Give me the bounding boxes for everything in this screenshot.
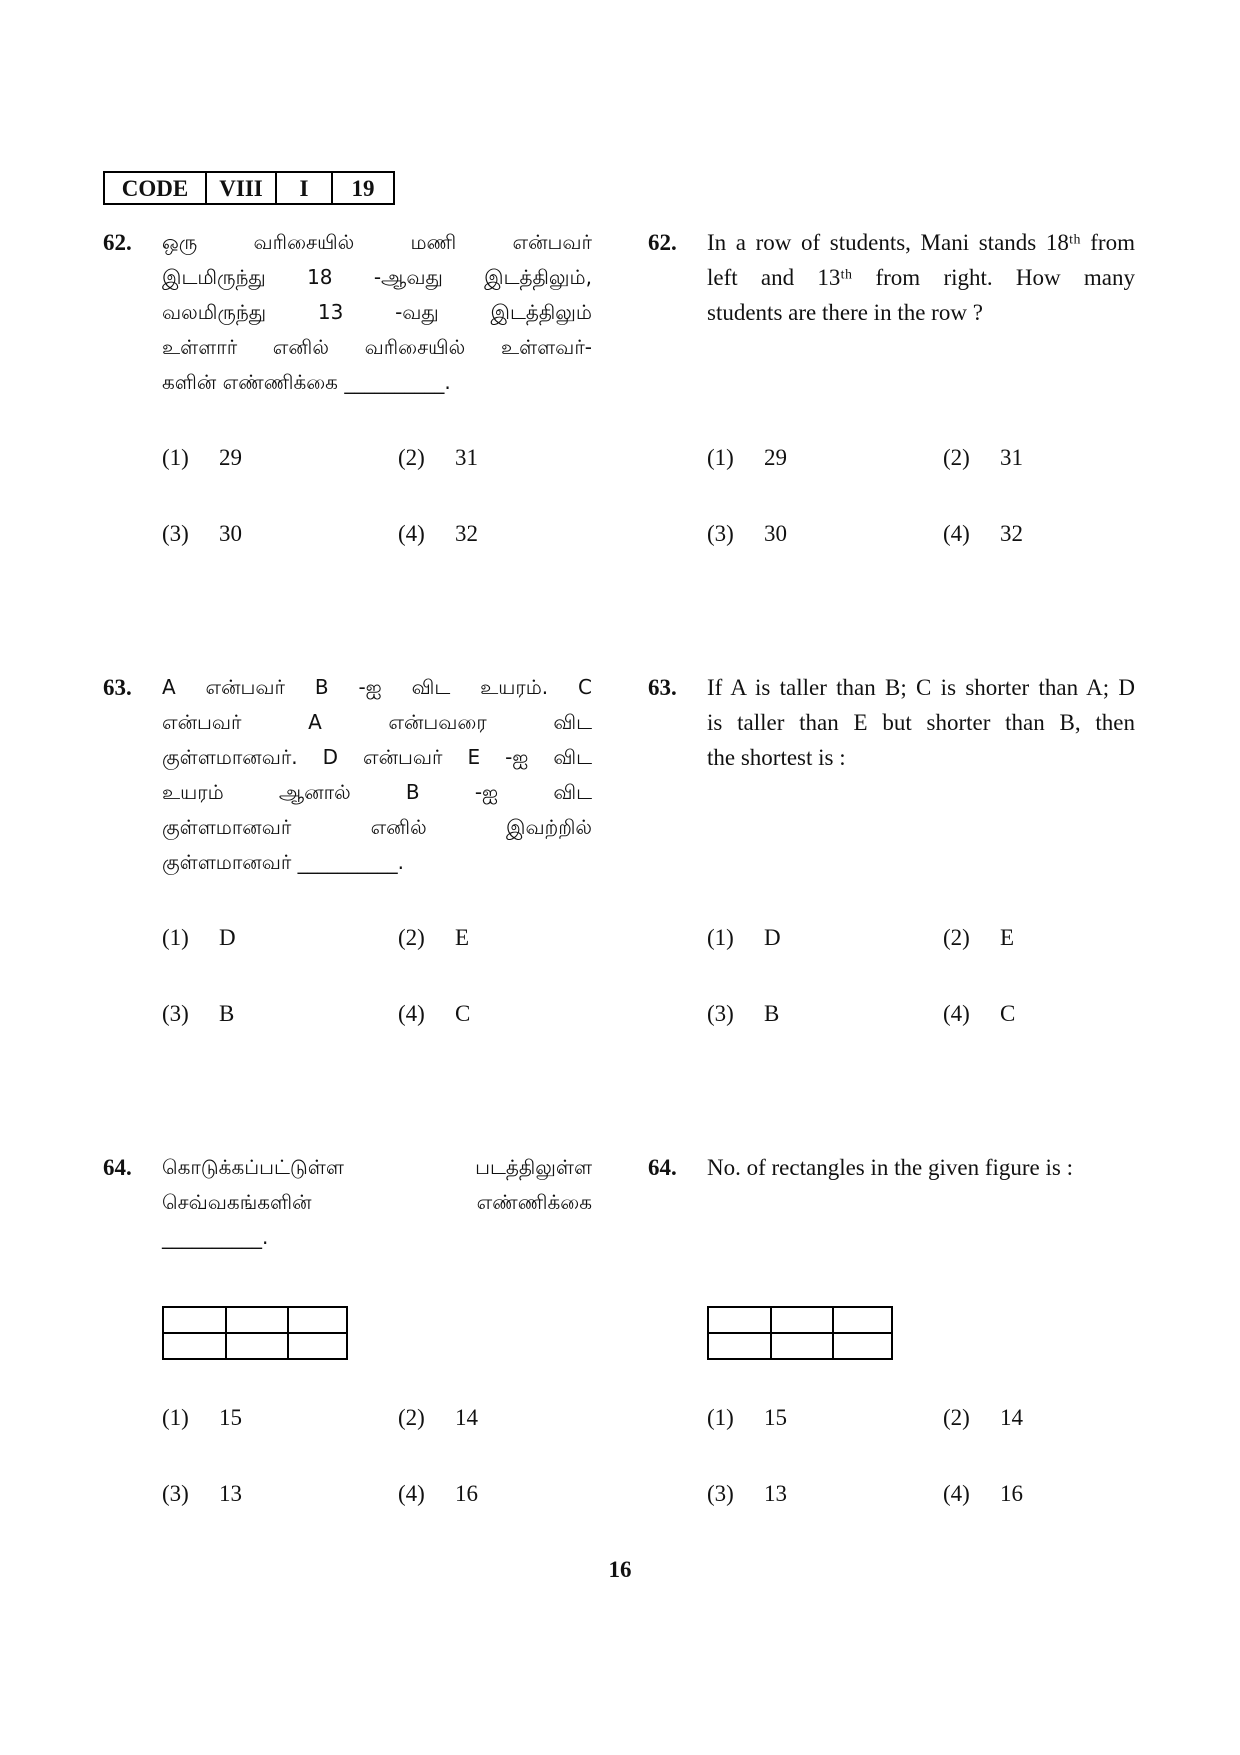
option-value: 16 (1000, 1481, 1023, 1506)
option-number: (2) (943, 925, 970, 950)
option-value: 31 (1000, 445, 1023, 470)
option (943, 923, 1014, 953)
text-line: குள்ளமானவர் எனில் இவற்றில் (162, 815, 592, 839)
option (398, 443, 478, 473)
code-box (103, 171, 395, 205)
text-line: students are there in the row ? (707, 300, 983, 325)
option-value: E (1000, 925, 1015, 950)
option-value: 31 (455, 445, 478, 470)
option-value: D (764, 925, 781, 950)
option (162, 519, 242, 549)
figure-horizontal-line (709, 1332, 891, 1334)
rectangle-figure (162, 1306, 348, 1360)
option-value: 13 (764, 1481, 787, 1506)
option (943, 443, 1023, 473)
option-number: (2) (943, 445, 970, 470)
option-number: (3) (162, 521, 189, 546)
option-value: 32 (455, 521, 478, 546)
figure-vertical-line (770, 1308, 772, 1358)
text-line: உள்ளார் எனில் வரிசையில் உள்ளவர்- (162, 335, 592, 359)
option-value: 15 (764, 1405, 787, 1430)
option (707, 443, 787, 473)
option (398, 923, 469, 953)
option (162, 999, 234, 1029)
option (398, 1403, 478, 1433)
text-line: கொடுக்கப்பட்டுள்ள படத்திலுள்ள (162, 1155, 592, 1179)
text-line: இடமிருந்து 18 -ஆவது இடத்திலும், (162, 265, 592, 289)
text-line: என்பவர் A என்பவரை விட (162, 710, 592, 734)
option-number: (1) (707, 1405, 734, 1430)
question-text-tamil (162, 1150, 592, 1255)
question-number: 62. (648, 230, 677, 255)
option (707, 999, 779, 1029)
option-number: (4) (398, 521, 425, 546)
text-line: In a row of students, Mani stands 18ᵗʰ from (707, 230, 1135, 255)
figure-vertical-line (832, 1308, 834, 1358)
option-number: (1) (162, 925, 189, 950)
option (707, 519, 787, 549)
option (162, 1403, 242, 1433)
option-value: B (764, 1001, 780, 1026)
code-year: 19 (351, 175, 375, 201)
option-number: (3) (162, 1001, 189, 1026)
option-value: B (219, 1001, 235, 1026)
option-value: 30 (219, 521, 242, 546)
figure-horizontal-line (164, 1332, 346, 1334)
option-value: 32 (1000, 521, 1023, 546)
option-value: C (1000, 1001, 1016, 1026)
option-number: (4) (943, 1001, 970, 1026)
option (707, 1479, 787, 1509)
text-line: செவ்வகங்களின் எண்ணிக்கை (162, 1190, 592, 1214)
option (943, 1403, 1023, 1433)
page-number: 16 (608, 1557, 632, 1582)
option-value: E (455, 925, 470, 950)
option-value: 16 (455, 1481, 478, 1506)
option-value: 30 (764, 521, 787, 546)
question-text-tamil (162, 670, 592, 880)
option-number: (3) (707, 1481, 734, 1506)
option-number: (2) (398, 925, 425, 950)
text-line: குள்ளமானவர். D என்பவர் E -ஐ விட (162, 745, 592, 769)
option-number: (1) (707, 925, 734, 950)
text-line: left and 13ᵗʰ from right. How many (707, 265, 1135, 290)
text-line: குள்ளமானவர் __________. (162, 850, 404, 874)
text-line: the shortest is : (707, 745, 846, 770)
option (162, 923, 236, 953)
option-number: (2) (398, 1405, 425, 1430)
option (943, 999, 1015, 1029)
option-value: 14 (1000, 1405, 1023, 1430)
question-number: 64. (103, 1155, 132, 1180)
figure-vertical-line (287, 1308, 289, 1358)
text-line: No. of rectangles in the given figure is : (707, 1155, 1073, 1180)
option-value: 13 (219, 1481, 242, 1506)
option (398, 999, 470, 1029)
option-number: (1) (707, 445, 734, 470)
figure-vertical-line (225, 1308, 227, 1358)
option-value: 15 (219, 1405, 242, 1430)
option-number: (3) (707, 521, 734, 546)
option (943, 1479, 1023, 1509)
text-line: வலமிருந்து 13 -வது இடத்திலும் (162, 300, 592, 324)
option-number: (1) (162, 445, 189, 470)
rectangle-figure (707, 1306, 893, 1360)
question-number: 64. (648, 1155, 677, 1180)
option-value: 14 (455, 1405, 478, 1430)
option-number: (4) (943, 521, 970, 546)
question-number: 63. (103, 675, 132, 700)
option (162, 1479, 242, 1509)
text-line: உயரம் ஆனால் B -ஐ விட (162, 780, 592, 804)
text-line: A என்பவர் B -ஐ விட உயரம். C (162, 675, 592, 699)
option-number: (1) (162, 1405, 189, 1430)
question-number: 62. (103, 230, 132, 255)
text-line: __________. (162, 1225, 269, 1249)
text-line: களின் எண்ணிக்கை __________. (162, 370, 451, 394)
option-value: 29 (219, 445, 242, 470)
text-line: ஒரு வரிசையில் மணி என்பவர் (162, 230, 592, 254)
option-number: (3) (162, 1481, 189, 1506)
code-class: VIII (207, 173, 277, 203)
option (398, 1479, 478, 1509)
option-value: C (455, 1001, 471, 1026)
option-number: (4) (943, 1481, 970, 1506)
question-text-english (707, 1150, 1135, 1185)
code-section: I (277, 173, 333, 203)
text-line: is taller than E but shorter than B, then (707, 710, 1135, 735)
option-number: (4) (398, 1481, 425, 1506)
question-text-english (707, 225, 1135, 330)
option (943, 519, 1023, 549)
option-number: (4) (398, 1001, 425, 1026)
text-line: If A is taller than B; C is shorter than A; D (707, 675, 1135, 700)
code-label: CODE (105, 173, 207, 203)
option-number: (2) (398, 445, 425, 470)
option (162, 443, 242, 473)
option-value: 29 (764, 445, 787, 470)
question-number: 63. (648, 675, 677, 700)
option-value: D (219, 925, 236, 950)
question-text-tamil (162, 225, 592, 400)
option (707, 1403, 787, 1433)
question-text-english (707, 670, 1135, 775)
option (398, 519, 478, 549)
option-number: (3) (707, 1001, 734, 1026)
option (707, 923, 781, 953)
option-number: (2) (943, 1405, 970, 1430)
